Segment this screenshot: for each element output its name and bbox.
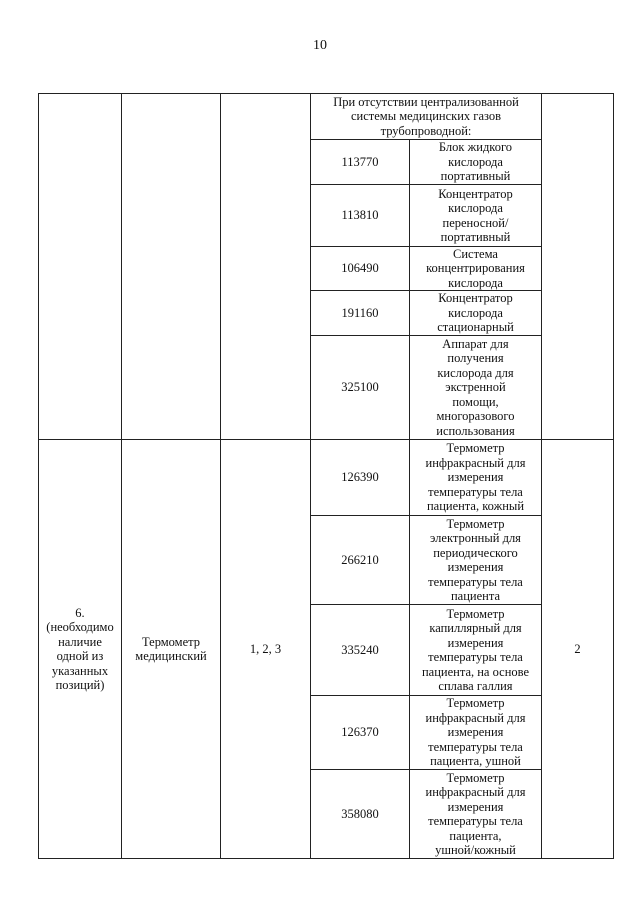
item-code: 126390	[341, 470, 379, 485]
item-name: Термометр капиллярный для измерения температуры тела пациента, на основе сплава галлия	[421, 606, 530, 693]
item-code: 126370	[341, 725, 379, 740]
item-code: 358080	[341, 806, 379, 821]
table-right-border	[613, 93, 614, 859]
page-number: 10	[313, 38, 327, 53]
item-code: 113810	[341, 208, 379, 223]
item-name: Термометр инфракрасный для измерения температуры тела пациента, ушной/кожный	[425, 770, 526, 857]
item-code: 335240	[341, 642, 379, 657]
item-name: Термометр инфракрасный для измерения температуры тела пациента, ушной	[425, 696, 526, 769]
item-code: 325100	[341, 380, 379, 395]
item-name: Блок жидкого кислорода портативный	[438, 140, 513, 184]
item-name: Термометр электронный для периодического измерения температуры тела пациента	[428, 516, 523, 603]
item-name: Концентратор кислорода стационарный	[437, 291, 514, 335]
item-name: Аппарат для получения кислорода для экстренной помощи, многоразового использования	[436, 336, 515, 438]
row-number: 6. (необходимо наличие одной из указанных позиций)	[46, 605, 114, 692]
item-code: 106490	[341, 261, 379, 276]
item-name: Термометр инфракрасный для измерения температуры тела пациента, кожный	[425, 441, 526, 514]
item-name: Система концентрирования кислорода	[426, 246, 525, 290]
item-code: 191160	[341, 305, 379, 320]
quantity: 2	[574, 641, 581, 656]
item-code: 113770	[341, 154, 379, 169]
item-code: 266210	[341, 552, 379, 567]
codes-reference: 1, 2, 3	[249, 641, 282, 656]
equipment-name: Термометр медицинский	[135, 634, 207, 663]
table-bottom-border	[38, 858, 614, 859]
item-name: Концентратор кислорода переносной/ портативный	[438, 186, 513, 244]
section-header: При отсутствии централизованной системы медицинских газов трубопроводной:	[333, 94, 519, 138]
